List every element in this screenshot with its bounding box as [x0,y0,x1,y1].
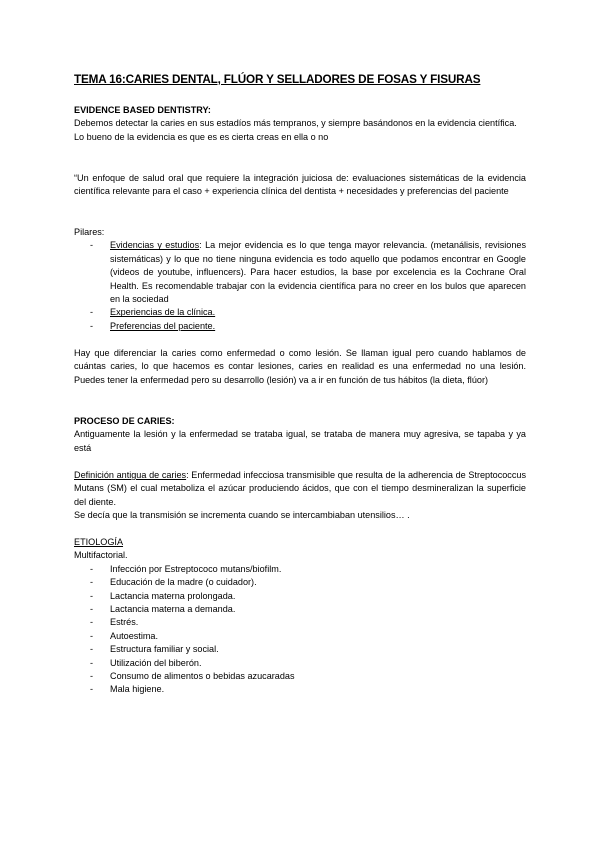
pilares-item-2 [74,306,526,319]
list-bullet: - [90,617,94,628]
etiologia-item [74,603,526,616]
etiologia-item-text: Lactancia materna prolongada. [110,590,236,601]
etiologia-heading: ETIOLOGÍA [74,537,124,547]
etiologia-list [74,563,526,697]
list-bullet: - [90,563,94,574]
proceso-heading: PROCESO DE CARIES: [74,416,175,426]
etiologia-item-text: Estructura familiar y social. [110,644,219,655]
etiologia-item [74,563,526,576]
list-bullet: - [90,630,94,641]
ebd-paragraph-2: Lo bueno de la evidencia es que es es cierta creas en ella o no [74,131,329,142]
pilares-item-1-text: : La mejor evidencia es lo que tenga mayor relevancia. (metanálisis, revisiones sistemáticas) y lo que no tiene ninguna evidencia es todo aquello que podamos encontrar en Google (videos de youtube, influencers). Para hacer estudios, la base por excelencia es la Cochrane Oral Health. Es recomendable trabajar con la evidencia científica para no creer en los bulos que aparecen en la sociedad [110,240,527,305]
list-bullet: - [90,604,94,615]
etiologia-sub: Multifactorial. [74,550,128,561]
etiologia-item-text: Lactancia materna a demanda. [110,604,236,615]
definicion-paragraph [74,469,526,509]
page-title: TEMA 16:CARIES DENTAL, FLÚOR Y SELLADORES DE FOSAS Y FISURAS [74,73,481,86]
list-bullet: - [90,590,94,601]
definicion-note: Se decía que la transmisión se incrementa cuando se intercambiaban utensilios… . [74,510,410,521]
etiologia-section [74,536,526,697]
ebd-section [74,104,526,144]
pilares-item-3 [74,320,526,333]
etiologia-item [74,590,526,603]
etiologia-item-text: Autoestima. [110,630,159,641]
etiologia-item-text: Educación de la madre (o cuidador). [110,577,257,588]
pilares-item-1 [74,239,526,306]
etiologia-item [74,576,526,589]
list-bullet: - [90,320,94,331]
etiologia-item-text: Infección por Estreptococo mutans/biofilm. [110,563,282,574]
list-bullet: - [90,577,94,588]
etiologia-item [74,657,526,670]
list-bullet: - [90,657,94,668]
etiologia-item [74,643,526,656]
pilares-heading: Pilares: [74,227,105,237]
ebd-paragraph-1: Debemos detectar la caries en sus estadíos más tempranos, y siempre basándonos en la evidencia científica. [74,118,517,129]
pilares-item-2-label: Experiencias de la clínica. [110,307,216,318]
list-bullet: - [90,307,94,318]
etiologia-item-text: Consumo de alimentos o bebidas azucaradas [110,671,295,682]
diferenciar-paragraph: Hay que diferenciar la caries como enfermedad o como lesión. Se llaman igual pero cuando hablamos de cuántas caries, lo que hacemos es contar lesiones, caries en realidad es una enfermedad no una lesión. Puedes tener la enfermedad pero su desarrollo (lesión) va a ir en función de tus hábitos (la dieta, flúor) [74,348,526,385]
ebd-quote: “Un enfoque de salud oral que requiere la integración juiciosa de: evaluaciones sistemáticas de la evidencia científica relevante para el caso + experiencia clínica del dentista + necesidades y preferencias del paciente [74,173,526,197]
list-bullet: - [90,684,94,695]
etiologia-item-text: Estrés. [110,617,139,628]
etiologia-item [74,616,526,629]
etiologia-item [74,670,526,683]
pilares-section [74,226,526,333]
etiologia-item [74,683,526,696]
proceso-section [74,415,526,455]
definicion-section [74,469,526,523]
ebd-heading: EVIDENCE BASED DENTISTRY: [74,105,211,115]
list-bullet: - [90,644,94,655]
etiologia-item-text: Utilización del biberón. [110,657,202,668]
definicion-text: : Enfermedad infecciosa transmisible que resulta de la adherencia de Streptococcus Mutans (SM) el cual metaboliza el azúcar produciendo ácidos, que con el tiempo desmineralizan la superficie del diente. [74,470,526,507]
etiologia-item-text: Mala higiene. [110,684,165,695]
etiologia-item [74,630,526,643]
pilares-item-1-label: Evidencias y estudios [110,240,200,251]
proceso-text: Antiguamente la lesión y la enfermedad se trataba igual, se trataba de manera muy agresiva, se tapaba y ya está [74,429,526,453]
pilares-item-3-label: Preferencias del paciente. [110,320,216,331]
definicion-label: Definición antigua de caries [74,470,187,480]
list-bullet: - [90,671,94,682]
list-bullet: - [90,240,94,251]
